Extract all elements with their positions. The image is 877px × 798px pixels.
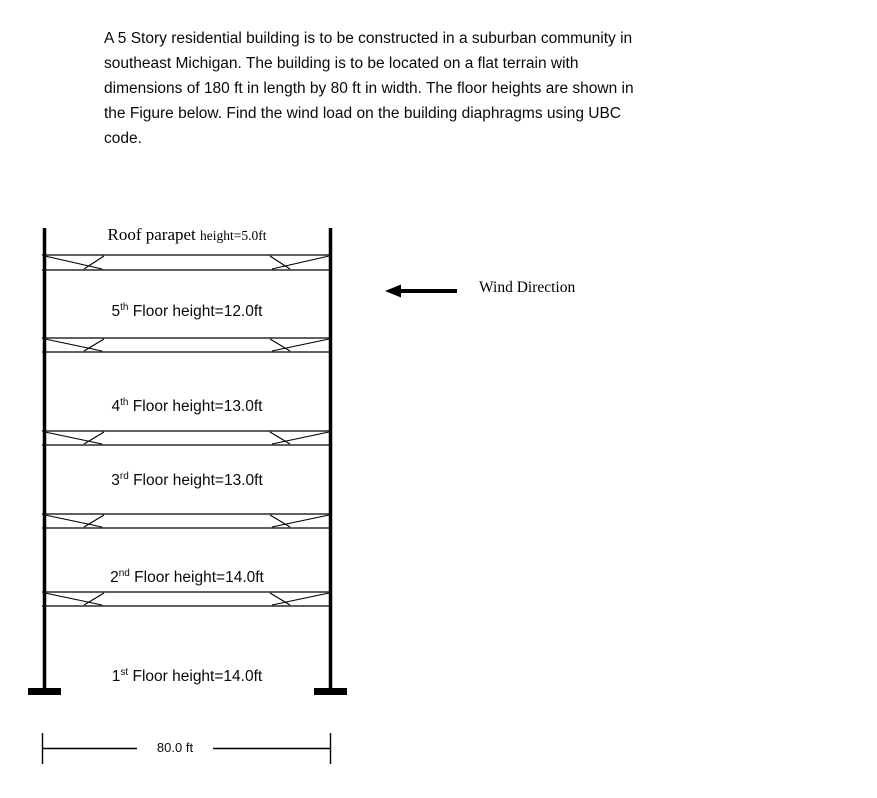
floor-height-text: Floor height=12.0ft: [128, 303, 263, 320]
floor-label-3rd: [42, 472, 332, 490]
floor-slab-3: [42, 514, 332, 528]
floor-ordinal: 4: [111, 398, 121, 415]
floor-height-text: Floor height=14.0ft: [129, 569, 264, 586]
wind-direction-label: Wind Direction: [479, 279, 576, 296]
floor-ordinal-suffix: th: [120, 396, 129, 408]
problem-text-line: code.: [104, 130, 142, 147]
width-dimension-label: 80.0 ft: [156, 740, 194, 755]
floor-height-text: Floor height=13.0ft: [128, 398, 263, 415]
floor-ordinal-suffix: nd: [118, 567, 130, 579]
floor-label-4th: [42, 398, 332, 416]
floor-height-text: Floor height=14.0ft: [128, 668, 263, 685]
roof-slab: [42, 255, 332, 270]
floor-ordinal: 1: [111, 668, 121, 685]
floor-label-1st: [42, 668, 332, 686]
roof-parapet-label: [42, 225, 332, 245]
floor-ordinal: 5: [111, 303, 121, 320]
roof-parapet-height-value: height=5.0ft: [200, 228, 267, 243]
floor-ordinal-suffix: rd: [119, 470, 129, 482]
problem-text-line: dimensions of 180 ft in length by 80 ft in width. The floor heights are shown in: [104, 80, 634, 97]
floor-slab-2: [42, 592, 332, 606]
floor-ordinal: 2: [110, 569, 119, 586]
floor-ordinal: 3: [111, 472, 120, 489]
floor-slab-5: [42, 338, 332, 352]
floor-label-2nd: [42, 569, 332, 587]
problem-text-line: A 5 Story residential building is to be constructed in a suburban community in: [104, 30, 633, 47]
floor-ordinal-suffix: th: [120, 301, 129, 313]
problem-text-line: southeast Michigan. The building is to be located on a flat terrain with: [104, 55, 579, 72]
floor-height-text: Floor height=13.0ft: [128, 472, 263, 489]
floor-label-5th: [42, 303, 332, 321]
wind-direction-arrow-icon: [385, 285, 457, 298]
floor-slab-4: [42, 431, 332, 445]
problem-text-line: the Figure below. Find the wind load on the building diaphragms using UBC: [104, 105, 621, 122]
roof-parapet-label-main: Roof parapet: [107, 225, 201, 244]
floor-ordinal-suffix: st: [120, 666, 129, 678]
